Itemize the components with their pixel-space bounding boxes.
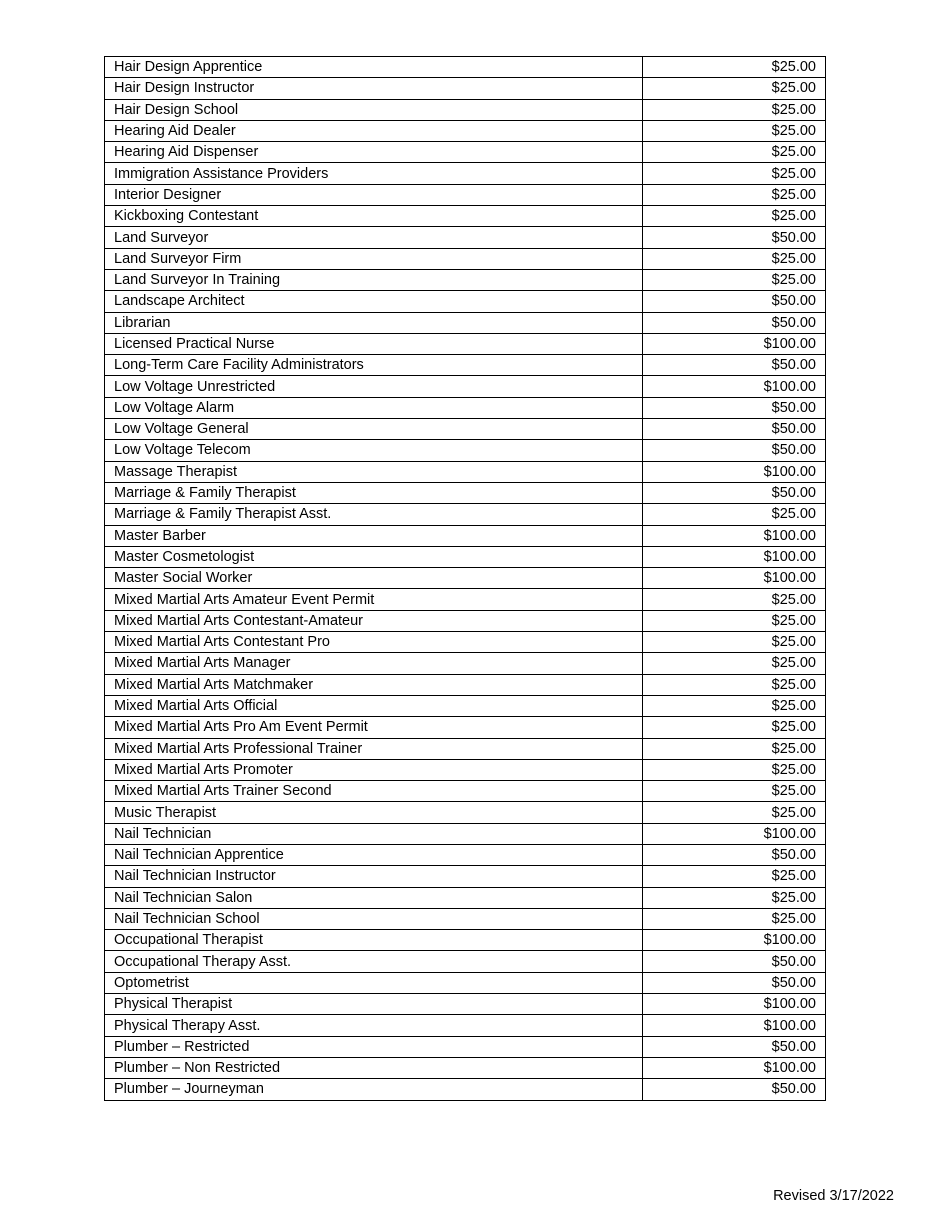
table-row	[105, 525, 826, 546]
table-row	[105, 1079, 826, 1100]
table-row	[105, 589, 826, 610]
license-type-cell: Nail Technician Apprentice	[105, 844, 643, 865]
license-type-cell: Librarian	[105, 312, 643, 333]
license-type-cell: Plumber – Non Restricted	[105, 1057, 643, 1078]
fee-amount-cell: $25.00	[643, 866, 826, 887]
fee-amount-cell: $25.00	[643, 610, 826, 631]
fee-amount-cell: $100.00	[643, 1057, 826, 1078]
fee-amount-cell: $25.00	[643, 802, 826, 823]
license-type-cell: Nail Technician Instructor	[105, 866, 643, 887]
license-type-cell: Optometrist	[105, 972, 643, 993]
fee-amount-cell: $50.00	[643, 1079, 826, 1100]
license-type-cell: Land Surveyor	[105, 227, 643, 248]
license-fee-table	[104, 56, 826, 1101]
license-type-cell: Hair Design Instructor	[105, 78, 643, 99]
fee-amount-cell: $25.00	[643, 248, 826, 269]
fee-amount-cell: $25.00	[643, 695, 826, 716]
fee-amount-cell: $25.00	[643, 206, 826, 227]
license-type-cell: Land Surveyor In Training	[105, 269, 643, 290]
table-row	[105, 397, 826, 418]
table-row	[105, 163, 826, 184]
license-type-cell: Low Voltage General	[105, 419, 643, 440]
fee-amount-cell: $100.00	[643, 461, 826, 482]
fee-amount-cell: $50.00	[643, 482, 826, 503]
table-row	[105, 674, 826, 695]
fee-amount-cell: $25.00	[643, 632, 826, 653]
table-row	[105, 1036, 826, 1057]
table-row	[105, 994, 826, 1015]
license-type-cell: Land Surveyor Firm	[105, 248, 643, 269]
license-type-cell: Landscape Architect	[105, 291, 643, 312]
table-row	[105, 610, 826, 631]
table-row	[105, 972, 826, 993]
license-type-cell: Mixed Martial Arts Manager	[105, 653, 643, 674]
license-type-cell: Low Voltage Unrestricted	[105, 376, 643, 397]
license-type-cell: Hearing Aid Dealer	[105, 120, 643, 141]
license-type-cell: Mixed Martial Arts Contestant Pro	[105, 632, 643, 653]
fee-amount-cell: $100.00	[643, 546, 826, 567]
table-row	[105, 206, 826, 227]
fee-amount-cell: $25.00	[643, 674, 826, 695]
table-row	[105, 568, 826, 589]
table-row	[105, 759, 826, 780]
fee-amount-cell: $25.00	[643, 589, 826, 610]
license-type-cell: Licensed Practical Nurse	[105, 333, 643, 354]
table-row	[105, 440, 826, 461]
table-row	[105, 482, 826, 503]
fee-amount-cell: $25.00	[643, 57, 826, 78]
fee-amount-cell: $50.00	[643, 227, 826, 248]
license-type-cell: Nail Technician	[105, 823, 643, 844]
table-row	[105, 781, 826, 802]
table-row	[105, 184, 826, 205]
fee-amount-cell: $25.00	[643, 99, 826, 120]
license-type-cell: Hearing Aid Dispenser	[105, 142, 643, 163]
license-type-cell: Master Barber	[105, 525, 643, 546]
table-row	[105, 291, 826, 312]
fee-amount-cell: $50.00	[643, 1036, 826, 1057]
table-row	[105, 695, 826, 716]
fee-amount-cell: $50.00	[643, 397, 826, 418]
table-row	[105, 930, 826, 951]
table-row	[105, 120, 826, 141]
table-row	[105, 802, 826, 823]
license-type-cell: Nail Technician Salon	[105, 887, 643, 908]
license-type-cell: Mixed Martial Arts Amateur Event Permit	[105, 589, 643, 610]
fee-amount-cell: $100.00	[643, 525, 826, 546]
fee-amount-cell: $25.00	[643, 781, 826, 802]
table-row	[105, 461, 826, 482]
license-type-cell: Occupational Therapist	[105, 930, 643, 951]
fee-amount-cell: $100.00	[643, 333, 826, 354]
table-row	[105, 951, 826, 972]
table-row	[105, 376, 826, 397]
license-type-cell: Massage Therapist	[105, 461, 643, 482]
license-type-cell: Hair Design School	[105, 99, 643, 120]
license-type-cell: Marriage & Family Therapist	[105, 482, 643, 503]
table-row	[105, 1015, 826, 1036]
table-row	[105, 887, 826, 908]
license-type-cell: Master Social Worker	[105, 568, 643, 589]
table-row	[105, 738, 826, 759]
table-row	[105, 866, 826, 887]
license-type-cell: Nail Technician School	[105, 908, 643, 929]
table-row	[105, 717, 826, 738]
fee-amount-cell: $25.00	[643, 653, 826, 674]
table-row	[105, 355, 826, 376]
license-type-cell: Low Voltage Telecom	[105, 440, 643, 461]
fee-amount-cell: $25.00	[643, 120, 826, 141]
table-row	[105, 142, 826, 163]
fee-amount-cell: $100.00	[643, 1015, 826, 1036]
fee-amount-cell: $50.00	[643, 312, 826, 333]
fee-amount-cell: $100.00	[643, 823, 826, 844]
table-row	[105, 653, 826, 674]
fee-amount-cell: $25.00	[643, 717, 826, 738]
fee-amount-cell: $25.00	[643, 908, 826, 929]
license-type-cell: Interior Designer	[105, 184, 643, 205]
fee-amount-cell: $50.00	[643, 291, 826, 312]
fee-amount-cell: $50.00	[643, 844, 826, 865]
fee-amount-cell: $25.00	[643, 759, 826, 780]
license-type-cell: Plumber – Journeyman	[105, 1079, 643, 1100]
license-type-cell: Marriage & Family Therapist Asst.	[105, 504, 643, 525]
fee-amount-cell: $50.00	[643, 419, 826, 440]
table-row	[105, 312, 826, 333]
table-row	[105, 844, 826, 865]
license-type-cell: Immigration Assistance Providers	[105, 163, 643, 184]
table-row	[105, 57, 826, 78]
table-row	[105, 248, 826, 269]
table-row	[105, 504, 826, 525]
license-type-cell: Mixed Martial Arts Promoter	[105, 759, 643, 780]
table-row	[105, 546, 826, 567]
fee-amount-cell: $100.00	[643, 376, 826, 397]
fee-amount-cell: $25.00	[643, 738, 826, 759]
license-type-cell: Low Voltage Alarm	[105, 397, 643, 418]
license-type-cell: Physical Therapist	[105, 994, 643, 1015]
license-type-cell: Mixed Martial Arts Official	[105, 695, 643, 716]
license-type-cell: Master Cosmetologist	[105, 546, 643, 567]
fee-amount-cell: $50.00	[643, 951, 826, 972]
license-type-cell: Music Therapist	[105, 802, 643, 823]
table-row	[105, 99, 826, 120]
license-type-cell: Mixed Martial Arts Contestant-Amateur	[105, 610, 643, 631]
fee-table-body	[105, 57, 826, 1101]
license-type-cell: Mixed Martial Arts Trainer Second	[105, 781, 643, 802]
table-row	[105, 823, 826, 844]
table-row	[105, 908, 826, 929]
fee-amount-cell: $25.00	[643, 504, 826, 525]
license-type-cell: Plumber – Restricted	[105, 1036, 643, 1057]
license-type-cell: Mixed Martial Arts Pro Am Event Permit	[105, 717, 643, 738]
fee-amount-cell: $100.00	[643, 568, 826, 589]
table-row	[105, 78, 826, 99]
table-row	[105, 632, 826, 653]
license-type-cell: Physical Therapy Asst.	[105, 1015, 643, 1036]
license-type-cell: Long-Term Care Facility Administrators	[105, 355, 643, 376]
fee-amount-cell: $100.00	[643, 994, 826, 1015]
fee-amount-cell: $25.00	[643, 78, 826, 99]
fee-amount-cell: $100.00	[643, 930, 826, 951]
license-type-cell: Occupational Therapy Asst.	[105, 951, 643, 972]
fee-amount-cell: $50.00	[643, 355, 826, 376]
table-row	[105, 269, 826, 290]
license-type-cell: Mixed Martial Arts Matchmaker	[105, 674, 643, 695]
fee-amount-cell: $50.00	[643, 972, 826, 993]
fee-amount-cell: $50.00	[643, 440, 826, 461]
fee-amount-cell: $25.00	[643, 142, 826, 163]
fee-amount-cell: $25.00	[643, 887, 826, 908]
table-row	[105, 333, 826, 354]
table-row	[105, 227, 826, 248]
license-type-cell: Hair Design Apprentice	[105, 57, 643, 78]
fee-amount-cell: $25.00	[643, 184, 826, 205]
table-row	[105, 1057, 826, 1078]
revised-date-note: Revised 3/17/2022	[773, 1188, 894, 1204]
fee-amount-cell: $25.00	[643, 163, 826, 184]
table-row	[105, 419, 826, 440]
license-type-cell: Kickboxing Contestant	[105, 206, 643, 227]
license-type-cell: Mixed Martial Arts Professional Trainer	[105, 738, 643, 759]
fee-amount-cell: $25.00	[643, 269, 826, 290]
